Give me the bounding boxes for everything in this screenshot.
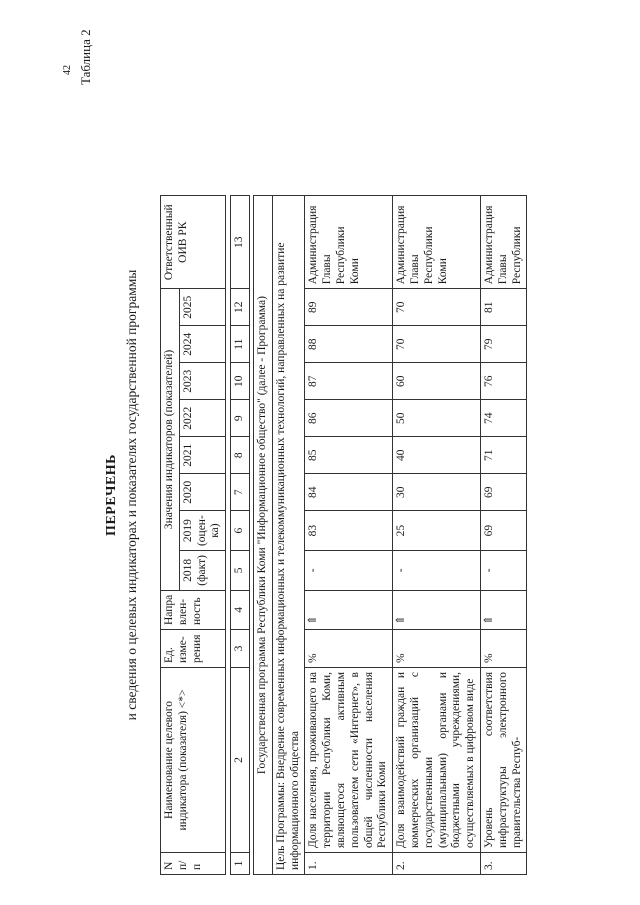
indicator-value: 70	[393, 289, 481, 326]
indicator-value: -	[480, 551, 526, 591]
header-year: 2021	[179, 437, 225, 474]
row-num: 2.	[393, 853, 481, 875]
indicator-value: 69	[480, 511, 526, 551]
table-row	[393, 196, 481, 875]
header-year: 2018 (факт)	[179, 551, 225, 591]
indicator-name: Доля населения, проживающего на территории Республики Коми, являющегося активным пользователем сети «Интернет», в общей численности населения Республики Коми	[305, 668, 393, 853]
indicator-value: 81	[480, 289, 526, 326]
indicator-value: 50	[393, 400, 481, 437]
column-number: 1	[231, 853, 250, 875]
program-title: Государственная программа Республики Коми "Информационное общество" (далее - Программа)	[253, 196, 272, 875]
indicator-value: 86	[305, 400, 393, 437]
column-number: 3	[231, 630, 250, 668]
indicator-value: 69	[480, 474, 526, 511]
direction-up-icon: ⇑	[393, 590, 481, 629]
indicator-value: 88	[305, 326, 393, 363]
program-row	[253, 196, 272, 875]
column-number: 8	[231, 437, 250, 474]
indicator-name: Доля взаимодействий граждан и коммерческих организаций с государственными (муниципальными) органами и бюджетными учреждениями, осуществляемых в цифровом виде	[393, 668, 481, 853]
program-goal: Цель Программы: Внедрение современных информационных и телекоммуникационных технологий, направленных на развитие информационного общества	[272, 196, 305, 875]
column-number: 7	[231, 474, 250, 511]
header-num: N п/п	[161, 853, 226, 875]
header-year: 2020	[179, 474, 225, 511]
row-unit: %	[305, 630, 393, 668]
row-unit: %	[393, 630, 481, 668]
table-label: Таблица 2	[78, 29, 93, 85]
header-year: 2019 (оцен- ка)	[179, 511, 225, 551]
goal-row	[272, 196, 305, 875]
indicator-value: 84	[305, 474, 393, 511]
header-unit: Ед. изме- рения	[161, 630, 226, 668]
row-num: 3.	[480, 853, 526, 875]
indicator-value: 71	[480, 437, 526, 474]
header-year: 2022	[179, 400, 225, 437]
column-number: 11	[231, 326, 250, 363]
indicator-value: 60	[393, 363, 481, 400]
document-subtitle: и сведения о целевых индикаторах и показателях государственной программы	[124, 269, 139, 721]
header-year: 2024	[179, 326, 225, 363]
column-number: 5	[231, 551, 250, 591]
header-name: Наименование целевого индикатора (показателя) <*>	[161, 668, 226, 853]
page-number: 42	[62, 65, 73, 75]
column-number: 10	[231, 363, 250, 400]
indicator-value: -	[305, 551, 393, 591]
indicator-value: 74	[480, 400, 526, 437]
row-num: 1.	[305, 853, 393, 875]
responsible-body: Администрация Главы Республики Коми	[305, 196, 393, 289]
indicator-value: 76	[480, 363, 526, 400]
indicator-value: 79	[480, 326, 526, 363]
indicator-value: -	[393, 551, 481, 591]
direction-up-icon: ⇑	[305, 590, 393, 629]
table-row	[480, 196, 526, 875]
header-year: 2023	[179, 363, 225, 400]
column-number: 4	[231, 590, 250, 629]
table-row	[305, 196, 393, 875]
header-year: 2025	[179, 289, 225, 326]
header-responsible: Ответственный ОИВ РК	[161, 196, 226, 289]
indicator-value: 40	[393, 437, 481, 474]
indicator-value: 83	[305, 511, 393, 551]
responsible-body: Администрация Главы Республики Коми	[393, 196, 481, 289]
indicators-table	[160, 195, 527, 875]
indicator-value: 70	[393, 326, 481, 363]
indicator-name: Уровень соответствия инфраструктуры электронного правительства Респуб-	[480, 668, 526, 853]
document-title: ПЕРЕЧЕНЬ	[104, 454, 119, 536]
indicator-value: 30	[393, 474, 481, 511]
indicator-value: 87	[305, 363, 393, 400]
column-number: 12	[231, 289, 250, 326]
header-direction: Напра влен- ность	[161, 590, 226, 629]
direction-up-icon: ⇑	[480, 590, 526, 629]
indicator-value: 85	[305, 437, 393, 474]
column-number: 13	[231, 196, 250, 289]
column-number: 9	[231, 400, 250, 437]
column-numbers-row	[231, 196, 250, 875]
column-number: 2	[231, 668, 250, 853]
header-row-1	[161, 196, 180, 875]
indicator-value: 89	[305, 289, 393, 326]
responsible-body: Администрация Главы Республики	[480, 196, 526, 289]
header-values-group: Значения индикаторов (показателей)	[161, 289, 180, 591]
indicator-value: 25	[393, 511, 481, 551]
row-unit: %	[480, 630, 526, 668]
column-number: 6	[231, 511, 250, 551]
